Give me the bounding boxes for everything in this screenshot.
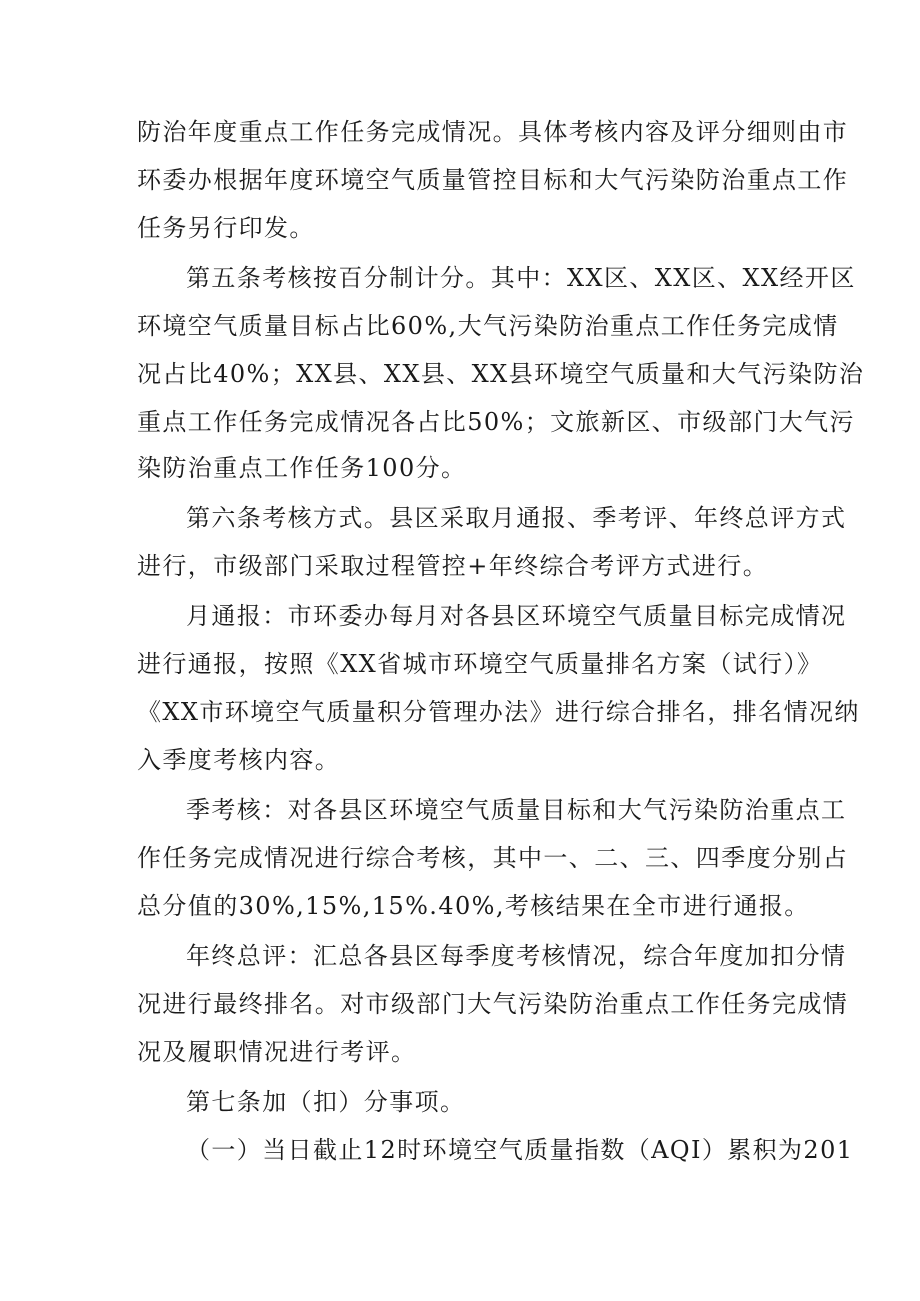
text-line: 入季度考核内容。 (137, 746, 341, 774)
paragraph-first-line: 第六条考核方式。县区采取月通报、季考评、年终总评方式 (186, 504, 847, 532)
paragraph-first-line: 第五条考核按百分制计分。其中：XX区、XX区、XX经开区 (186, 264, 856, 292)
text-line: 任务另行印发。 (137, 214, 315, 242)
text-line: 环委办根据年度环境空气质量管控目标和大气污染防治重点工作 (137, 166, 849, 194)
text-line: 重点工作任务完成情况各占比50%；文旅新区、市级部门大气污 (137, 408, 855, 436)
text-line: 防治年度重点工作任务完成情况。具体考核内容及评分细则由市 (137, 118, 849, 146)
text-line: 总分值的30%,15%,15%.40%,考核结果在全市进行通报。 (137, 892, 810, 920)
text-line: 进行，市级部门采取过程管控+年终综合考评方式进行。 (137, 552, 769, 580)
article-heading-line: 第七条加（扣）分事项。 (186, 1088, 466, 1116)
text-line: 况占比40%；XX县、XX县、XX县环境空气质量和大气污染防治 (137, 360, 865, 388)
text-line: 作任务完成情况进行综合考核，其中一、二、三、四季度分别占 (137, 844, 849, 872)
text-line: 况及履职情况进行考评。 (137, 1038, 417, 1066)
paragraph-first-line: （一）当日截止12时环境空气质量指数（AQI）累积为201 (186, 1136, 854, 1164)
text-line: 染防治重点工作任务100分。 (137, 454, 467, 482)
paragraph-first-line: 季考核：对各县区环境空气质量目标和大气污染防治重点工 (186, 796, 847, 824)
paragraph-first-line: 年终总评：汇总各县区每季度考核情况，综合年度加扣分情 (186, 942, 847, 970)
text-line: 进行通报，按照《XX省城市环境空气质量排名方案（试行）》 (137, 650, 823, 678)
text-line: 环境空气质量目标占比60%,大气污染防治重点工作任务完成情 (137, 312, 839, 340)
text-line: 况进行最终排名。对市级部门大气污染防治重点工作任务完成情 (137, 990, 849, 1018)
paragraph-first-line: 月通报：市环委办每月对各县区环境空气质量目标完成情况 (186, 602, 847, 630)
text-line: 《XX市环境空气质量积分管理办法》进行综合排名，排名情况纳 (137, 698, 860, 726)
